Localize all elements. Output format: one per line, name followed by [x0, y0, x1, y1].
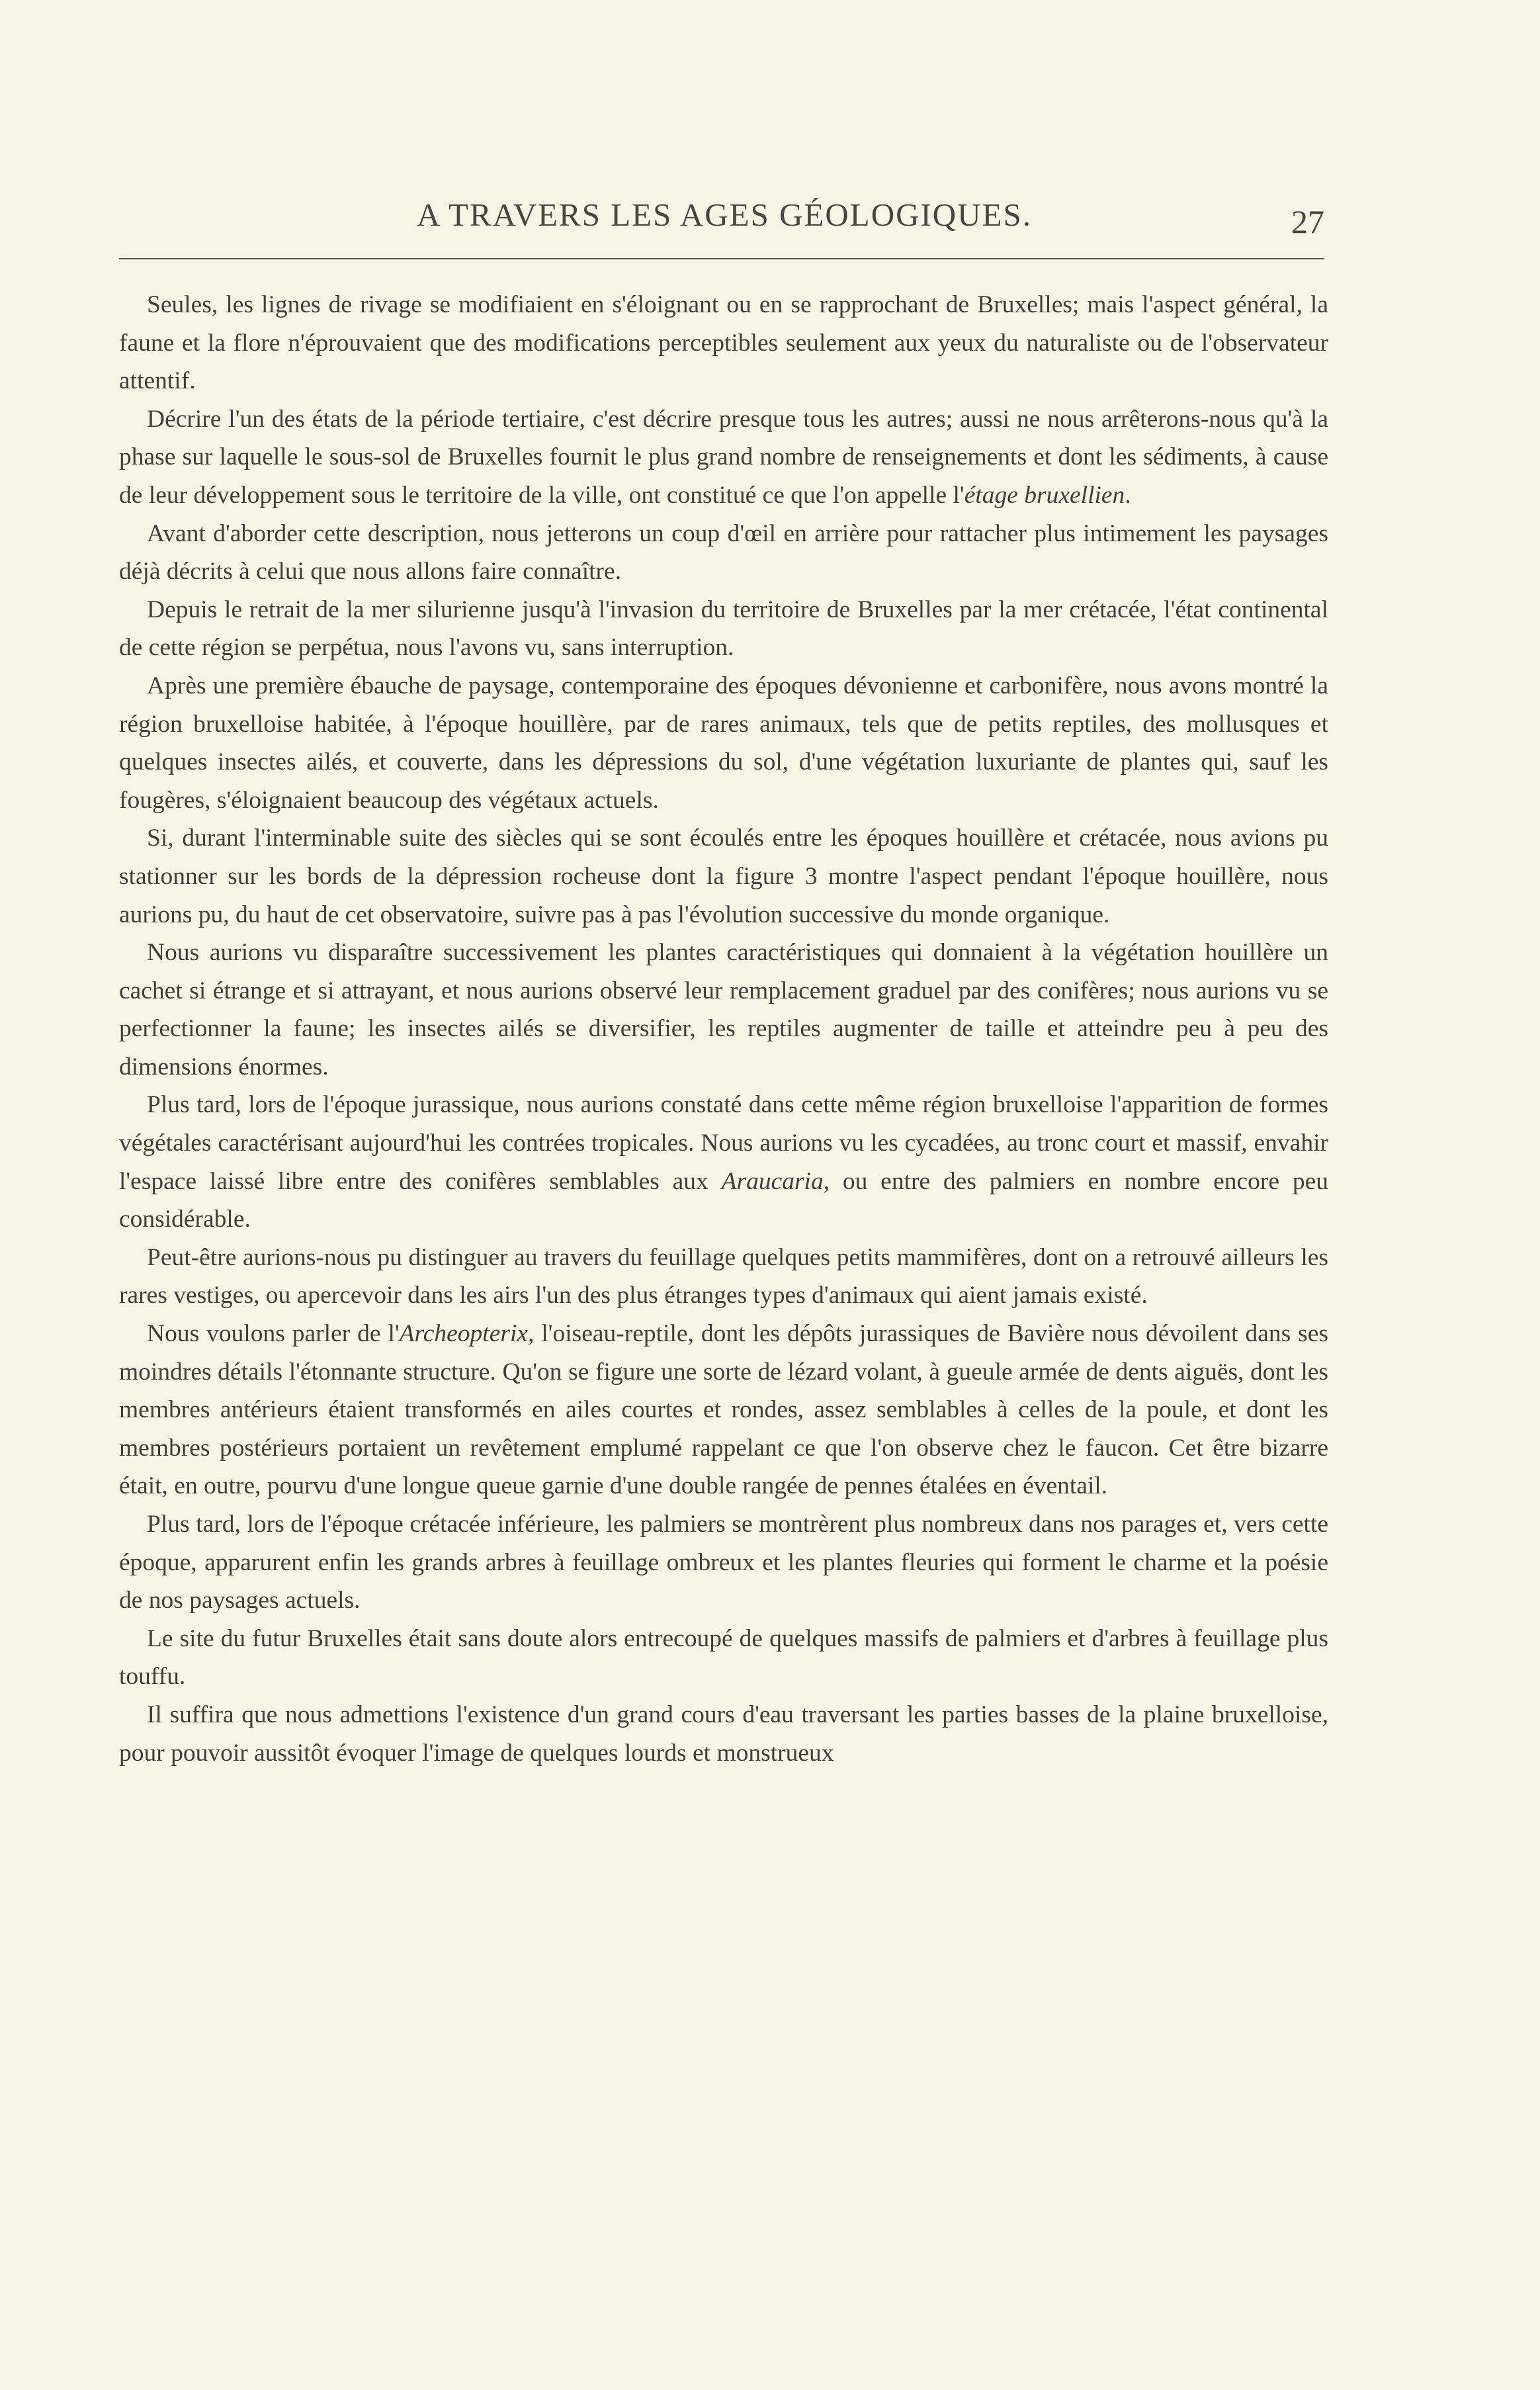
italic-term: étage bruxellien	[964, 481, 1125, 509]
paragraph: Il suffira que nous admettions l'existence d'un grand cours d'eau traversant les parties basses de la plaine bruxelloise, pour pouvoir aussitôt évoquer l'image de quelques lourds et monstrueux	[119, 1701, 1328, 1767]
paragraph: Depuis le retrait de la mer silurienne jusqu'à l'invasion du territoire de Bruxelles par la mer crétacée, l'état continental de cette région se perpétua, nous l'avons vu, sans interruption.	[119, 596, 1328, 662]
paragraph	[119, 1315, 1328, 1505]
italic-term: Archeopterix,	[399, 1320, 535, 1348]
paragraph: Si, durant l'interminable suite des siècles qui se sont écoulés entre les époques houillère et crétacée, nous avions pu stationner sur les bords de la dépression rocheuse dont la figure 3 montre l'aspect pendant l'époque houillère, nous aurions pu, du haut de cet observatoire, suivre pas à pas l'évolution successive du monde organique.	[119, 824, 1328, 928]
paragraph-text: ou entre des palmiers en nombre encore peu considérable.	[119, 1167, 1328, 1233]
header-rule	[119, 258, 1324, 259]
body-text	[119, 286, 1328, 1772]
paragraph: Seules, les lignes de rivage se modifiaient en s'éloignant ou en se rapprochant de Bruxelles; mais l'aspect général, la faune et la flore n'éprouvaient que des modifications perceptibles seulement aux yeux du naturaliste ou de l'observateur attentif.	[119, 291, 1328, 395]
paragraph: Le site du futur Bruxelles était sans doute alors entrecoupé de quelques massifs de palmiers et d'arbres à feuillage plus touffu.	[119, 1624, 1328, 1691]
paragraph	[119, 1086, 1328, 1238]
running-head	[119, 196, 1330, 242]
paragraph	[119, 400, 1328, 515]
paragraph-text: Décrire l'un des états de la période tertiaire, c'est décrire presque tous les autres; aussi ne nous arrêterons-nous qu'à la phase sur laquelle le sous-sol de Bruxelles fournit le plus grand nombre de renseignements et dont les sédiments, à cause de leur développement sous le territoire de la ville, ont constitué ce que l'on appelle l'	[119, 405, 1328, 509]
paragraph-text: .	[1125, 481, 1131, 509]
paragraph: Plus tard, lors de l'époque crétacée inférieure, les palmiers se montrèrent plus nombreux dans nos parages et, vers cette époque, apparurent enfin les grands arbres à feuillage ombreux et les plantes fleuries qui forment le charme et la poésie de nos paysages actuels.	[119, 1511, 1328, 1615]
paragraph-text: Nous voulons parler de l'	[147, 1320, 400, 1348]
italic-term: Araucaria,	[721, 1167, 830, 1195]
running-title: A TRAVERS LES AGES GÉOLOGIQUES.	[416, 197, 1033, 233]
paragraph-text: Plus tard, lors de l'époque jurassique, nous aurions constaté dans cette même région bruxelloise l'apparition de formes végétales caractérisant aujourd'hui les contrées tropicales. Nous aurions vu les cycadées, au tronc court et massif, envahir l'espace laissé libre entre des conifères semblables aux	[119, 1091, 1328, 1195]
paragraph: Peut-être aurions-nous pu distinguer au travers du feuillage quelques petits mammifères, dont on a retrouvé ailleurs les rares vestiges, ou apercevoir dans les airs l'un des plus étranges types d'animaux qui aient jamais existé.	[119, 1243, 1328, 1309]
paragraph: Avant d'aborder cette description, nous jetterons un coup d'œil en arrière pour rattacher plus intimement les paysages déjà décrits à celui que nous allons faire connaître.	[119, 519, 1328, 586]
paragraph: Après une première ébauche de paysage, contemporaine des époques dévonienne et carbonifère, nous avons montré la région bruxelloise habitée, à l'époque houillère, par de rares animaux, tels que de petits reptiles, des mollusques et quelques insectes ailés, et couverte, dans les dépressions du sol, d'une végétation luxuriante de plantes qui, sauf les fougères, s'éloignaient beaucoup des végétaux actuels.	[119, 672, 1328, 814]
page-number: 27	[1291, 203, 1324, 240]
paragraph-text: l'oiseau-reptile, dont les dépôts jurassiques de Bavière nous dévoilent dans ses moindres détails l'étonnante structure. Qu'on se figure une sorte de lézard volant, à gueule armée de dents aiguës, dont les membres antérieurs étaient transformés en ailes courtes et rondes, assez semblables à celles de la poule, et dont les membres postérieurs portaient un revêtement emplumé rappelant ce que l'on observe chez le faucon. Cet être bizarre était, en outre, pourvu d'une longue queue garnie d'une double rangée de pennes étalées en éventail.	[119, 1320, 1328, 1500]
paragraph: Nous aurions vu disparaître successivement les plantes caractéristiques qui donnaient à la végétation houillère un cachet si étrange et si attrayant, et nous aurions observé leur remplacement graduel par des conifères; nous aurions vu se perfectionner la faune; les insectes ailés se diversifier, les reptiles augmenter de taille et atteindre peu à peu des dimensions énormes.	[119, 939, 1328, 1081]
